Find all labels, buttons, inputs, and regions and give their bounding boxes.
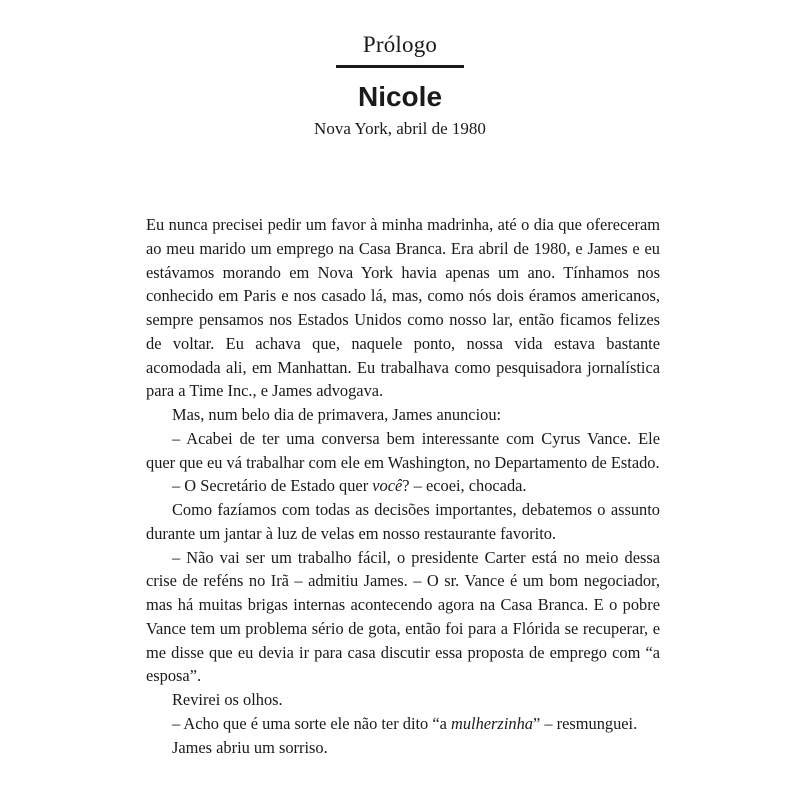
emphasis-text: você <box>372 476 403 496</box>
paragraph: – Acabei de ter uma conversa bem interessante com Cyrus Vance. Ele quer que eu vá trabalhar com ele em Washington, no Departamento de Estado. <box>146 428 660 472</box>
section-title: Prólogo <box>362 32 438 57</box>
paragraph <box>146 474 660 498</box>
paragraph <box>146 712 660 736</box>
paragraph-text: – O Secretário de Estado quer <box>172 476 373 496</box>
title-rule <box>336 65 464 68</box>
paragraph-text: ” – resmunguei. <box>532 713 638 733</box>
paragraph: Mas, num belo dia de primavera, James anunciou: <box>172 405 502 424</box>
paragraph: James abriu um sorriso. <box>172 737 328 757</box>
body-text <box>146 213 660 759</box>
emphasis-text: mulherzinha <box>451 713 533 733</box>
paragraph: Revirei os olhos. <box>172 690 283 709</box>
paragraph: Eu nunca precisei pedir um favor à minha madrinha, até o dia que ofereceram ao meu marido um emprego na Casa Branca. Era abril de 1980, e James e eu estávamos morando em Nova York havia apenas um ano. Tínhamos nos conhecido em Paris e nos casado lá, mas, como nós dois éramos americanos, sempre pensamos nos Estados Unidos como nosso lar, então ficamos felizes de voltar. Eu achava que, naquele ponto, nossa vida estava bastante acomodada ali, em Manhattan. Eu trabalhava como pesquisadora jornalística para a Time Inc., e James advogava. <box>146 215 660 401</box>
paragraph: Como fazíamos com todas as decisões importantes, debatemos o assunto durante um jantar à luz de velas em nosso restaurante favorito. <box>146 500 660 543</box>
paragraph-text: – Acho que é uma sorte ele não ter dito “a <box>172 713 451 733</box>
chapter-title: Nicole <box>357 81 443 112</box>
place-and-date: Nova York, abril de 1980 <box>314 119 486 138</box>
paragraph-text: ? – ecoei, chocada. <box>402 476 527 496</box>
paragraph: – Não vai ser um trabalho fácil, o presidente Carter está no meio dessa crise de reféns no Irã – admitiu James. – O sr. Vance é um bom negociador, mas há muitas brigas internas acontecendo agora na Casa Branca. E o pobre Vance tem um problema sério de gota, então foi para a Flórida se recuperar, e me disse que eu devia ir para casa discutir essa proposta de emprego com “a esposa”. <box>146 547 660 686</box>
